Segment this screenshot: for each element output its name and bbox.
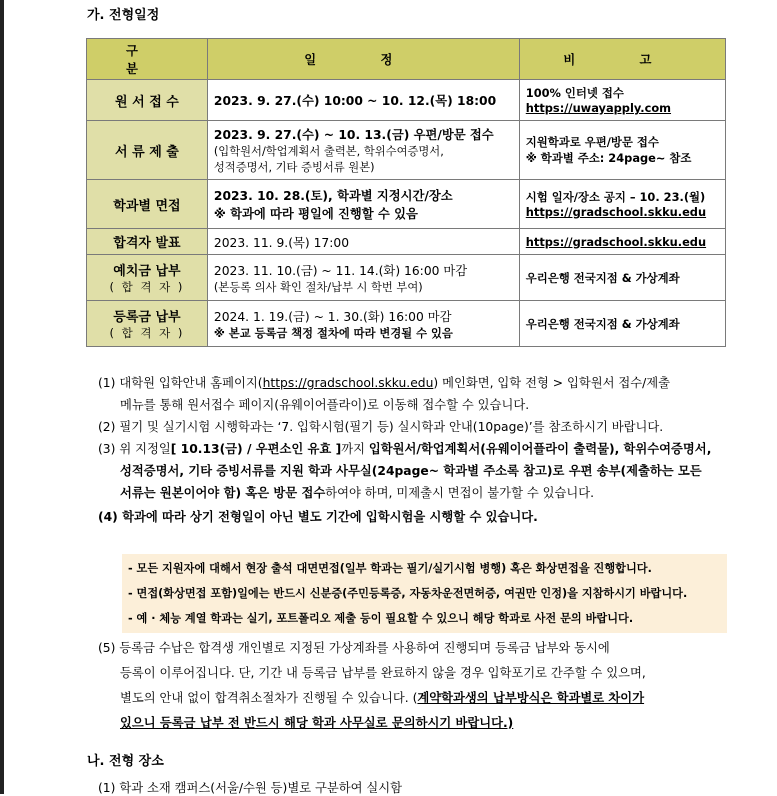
- homepage-link[interactable]: https://gradschool.skku.edu: [262, 376, 434, 390]
- notice-item: - 모든 지원자에 대해서 현장 출석 대면면접(일부 학과는 필기/실기시험 병행) 혹은 화상면접을 진행합니다.: [128, 562, 652, 575]
- category-sub-label: ( 합 격 자 ): [109, 326, 185, 340]
- note-5-cont: 있으니 등록금 납부 전 반드시 해당 학과 사무실로 문의하시기 바랍니다.): [120, 716, 514, 730]
- header-category: 구 분: [87, 39, 208, 80]
- row-schedule: [207, 255, 519, 301]
- schedule-line: 2023. 9. 27.(수) ~ 10. 13.(금) 우편/방문 접수: [213, 128, 494, 142]
- note-line: ※ 학과별 주소: 24page~ 참조: [525, 151, 692, 165]
- section-title-schedule: 가. 전형일정: [87, 8, 160, 23]
- notice-item: - 예 · 체능 계열 학과는 실기, 포트폴리오 제출 등이 필요할 수 있으니 해당 학과로 사전 문의 바랍니다.: [128, 612, 634, 625]
- note-5: (5) 등록금 수납은 합격생 개인별로 지정된 가상계좌를 사용하여 진행되며 등록금 납부와 동시에: [98, 641, 610, 655]
- schedule-line: 성적증명서, 기타 증빙서류 원본): [213, 161, 375, 174]
- schedule-table: [86, 38, 726, 347]
- left-margin-bar: [0, 0, 4, 794]
- row-notes: [519, 80, 725, 121]
- note-1-cont: 메뉴를 통해 원서접수 페이지(유웨이어플라이)로 이동해 접수할 수 있습니다.: [120, 398, 530, 412]
- notes-block-1: [98, 372, 730, 528]
- note-3: [98, 438, 730, 460]
- note-line: 지원학과로 우편/방문 접수: [525, 135, 659, 149]
- notice-item: - 면접(화상면접 포함)일에는 반드시 신분증(주민등록증, 자동차운전면허증, 여권만 인정)을 지참하시기 바랍니다.: [128, 587, 688, 600]
- note-1: [98, 372, 730, 394]
- row-schedule: [207, 301, 519, 347]
- note-link[interactable]: https://gradschool.skku.edu: [525, 205, 707, 219]
- note-text: 까지: [341, 442, 369, 456]
- note-5-cont: 등록이 이루어집니다. 단, 기간 내 등록금 납부를 완료하지 않을 경우 입학포기로 간주할 수 있으며,: [120, 666, 646, 680]
- schedule-line: 2023. 11. 10.(금) ~ 11. 14.(화) 16:00 마감: [213, 263, 468, 278]
- header-notes: 비 고: [519, 39, 725, 80]
- note-link[interactable]: https://uwayapply.com: [525, 101, 672, 115]
- category-label: 예치금 납부: [113, 264, 181, 279]
- note-text: 별도의 안내 없이 합격취소절차가 진행될 수 있습니다. (: [120, 691, 418, 705]
- table-row: [87, 121, 726, 180]
- note-line: 100% 인터넷 접수: [525, 86, 624, 100]
- table-row: [87, 80, 726, 121]
- schedule-line: ※ 학과에 따라 평일에 진행할 수 있음: [213, 207, 418, 221]
- row-notes: [519, 180, 725, 229]
- row-schedule: 2023. 9. 27.(수) 10:00 ~ 10. 12.(목) 18:00: [207, 80, 519, 121]
- note-bold: [ 10.13(금) / 우편소인 유효 ]: [170, 442, 342, 456]
- row-schedule: 2023. 11. 9.(목) 17:00: [207, 229, 519, 255]
- note-link[interactable]: https://gradschool.skku.edu: [525, 234, 707, 249]
- row-category: [87, 301, 208, 347]
- row-schedule: [207, 121, 519, 180]
- schedule-line: ※ 본교 등록금 책정 절차에 따라 변경될 수 있음: [213, 326, 453, 340]
- row-category: [87, 255, 208, 301]
- schedule-line: 2023. 10. 28.(토), 학과별 지정시간/장소: [213, 189, 453, 203]
- note-3-cont: 성적증명서, 기타 증빙서류를 지원 학과 사무실(24page~ 학과별 주소록 참고)로 우편 송부(제출하는 모든: [120, 464, 702, 478]
- row-notes: [519, 121, 725, 180]
- table-row: [87, 229, 726, 255]
- schedule-line: (본등록 의사 확인 절차/납부 시 학번 부여): [213, 280, 423, 294]
- note-2: (2) 필기 및 실기시험 시행학과는 ‘7. 입학시험(필기 등) 실시학과 안내(10page)’를 참조하시기 바랍니다.: [98, 420, 664, 434]
- note-bold-underline: 계약학과생의 납부방식은 학과별로 차이가: [417, 691, 645, 705]
- row-category: 원 서 접 수: [87, 80, 208, 121]
- section-title-location: 나. 전형 장소: [87, 754, 164, 769]
- header-schedule: 일 정: [207, 39, 519, 80]
- schedule-line: 2024. 1. 19.(금) ~ 1. 30.(화) 16:00 마감: [213, 309, 452, 324]
- note-3-cont: [98, 482, 730, 504]
- schedule-line: (입학원서/학업계획서 출력본, 학위수여증명서,: [213, 145, 444, 158]
- notes-block-2: [98, 636, 730, 736]
- note-text: ) 메인화면, 입학 전형 > 입학원서 접수/제출: [433, 376, 671, 390]
- note-bold: 입학원서/학업계획서(유웨이어플라이 출력물), 학위수여증명서,: [368, 442, 712, 456]
- note-text: (3) 위 지정일: [98, 442, 171, 456]
- table-row: [87, 255, 726, 301]
- row-category: 합격자 발표: [87, 229, 208, 255]
- row-notes: 우리은행 전국지점 & 가상계좌: [519, 255, 725, 301]
- table-row: [87, 180, 726, 229]
- note-text: 하여야 하며, 미제출시 면접이 불가할 수 있습니다.: [325, 486, 595, 500]
- row-category: 학과별 면접: [87, 180, 208, 229]
- row-category: 서 류 제 출: [87, 121, 208, 180]
- row-notes: 우리은행 전국지점 & 가상계좌: [519, 301, 725, 347]
- note-5-cont: [98, 686, 730, 711]
- notice-box: [122, 554, 727, 633]
- table-header-row: [87, 39, 726, 80]
- category-label: 등록금 납부: [113, 310, 181, 325]
- category-sub-label: ( 합 격 자 ): [109, 280, 185, 294]
- table-row: [87, 301, 726, 347]
- row-schedule: [207, 180, 519, 229]
- note-4: (4) 학과에 따라 상기 전형일이 아닌 별도 기간에 입학시험을 시행할 수 있습니다.: [98, 510, 538, 524]
- row-notes: [519, 229, 725, 255]
- note-line: 시험 일자/장소 공지 – 10. 23.(월): [525, 190, 706, 204]
- note-bold: 서류는 원본이어야 함) 혹은 방문 접수: [120, 486, 326, 500]
- location-item-1: (1) 학과 소재 캠퍼스(서울/수원 등)별로 구분하여 실시함: [98, 781, 403, 795]
- note-text: (1) 대학원 입학안내 홈페이지(: [98, 376, 263, 390]
